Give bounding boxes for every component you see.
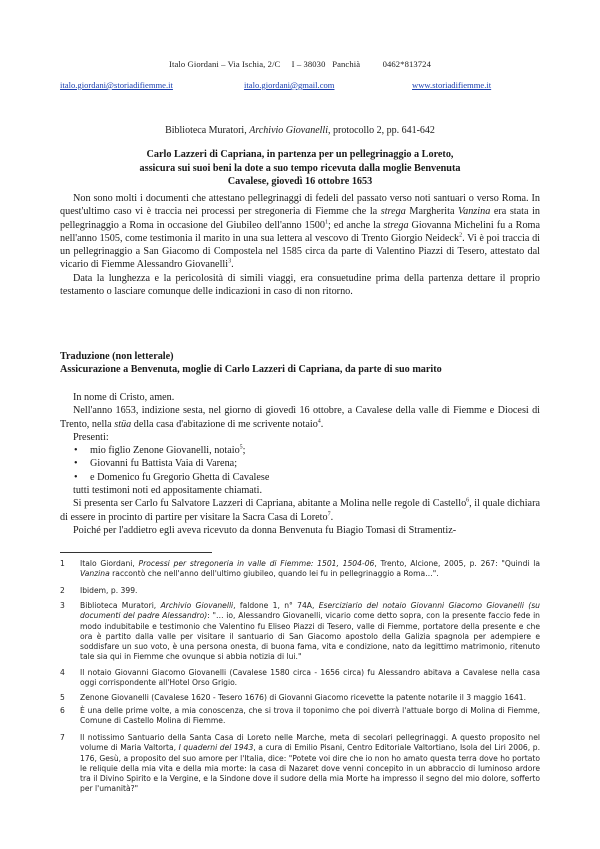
archive-reference: Biblioteca Muratori, Archivio Giovanelli, protocollo 2, pp. 641-642 [165, 125, 435, 136]
email-link-1[interactable]: italo.giordani@storiadifiemme.it [60, 80, 173, 90]
website-link[interactable]: www.storiadifiemme.it [412, 80, 492, 90]
witnesses-list [60, 444, 540, 484]
contact-links [0, 80, 600, 92]
dowry-paragraph: Poiché per l'addietro egli aveva ricevuto da donna Benvenuta fu Biagio Tomasi di Stramentiz- [73, 524, 457, 536]
footnote: 2 Ibidem, p. 399. [60, 586, 138, 595]
footnote: 4 Il notaio Giovanni Giacomo Giovanelli (Cavalese 1580 circa - 1656 circa) fu Alessandro abitava a Cavalese nella casa oggi corrispondente all'Hotel Orso Grigio. [60, 668, 540, 688]
translation-text [60, 391, 540, 537]
footnote: 3 Biblioteca Muratori, Archivio Giovanelli, faldone 1, n° 74A, Eserciziario del notaio Giovanni Giacomo Giovanelli (su documenti del padre Alessandro): "… io, Alessandro Giovanelli, vicario come detto sopra, con la presente faccio fede in modo indubitabile e testimonio che Valentino fu Eliseo Piazzi di Tesero, valle di Fiemme, portatore della presente e che ora è partito dalla valle per visitare il santuario di San Giacomo apostolo della Galizia spagnola per adempiere e soddisfare un suo voto, è una persona onesta, di buona fama, vita e condizione, nato da legittimo matrimonio, ritenuto tale sia qui in Fiemme che ovunque si abbia notizia di lui." [60, 601, 540, 662]
witness-item: • mio figlio Zenone Giovanelli, notaio$^5$; [60, 444, 540, 457]
witnesses-note: tutti testimoni noti ed appositamente chiamati. [73, 485, 262, 497]
declaration-paragraph: Si presenta ser Carlo fu Salvatore Lazzeri di Capriana, abitante a Molina nelle regole di Castello$^6$, il quale dichiara di essere in procinto di partire per visitare la Sacra Casa di Loreto$^7$. [60, 497, 540, 523]
witness-item: • e Domenico fu Gregorio Ghetta di Cavalese [60, 471, 540, 484]
title-line-2: assicura sui suoi beni la dote a suo tempo ricevuta dalla moglie Benvenuta [139, 162, 461, 174]
intro-text [60, 192, 540, 298]
date-place-paragraph: Nell'anno 1653, indizione sesta, nel giorno di giovedì 16 ottobre, a Cavalese della valle di Fiemme e Diocesi di Trento, nella stüa della casa d'abitazione di me scrivente notaio$^4$. [60, 405, 540, 430]
footnote: 7 Il notissimo Santuario della Santa Casa di Loreto nelle Marche, meta di secolari pellegrinaggi. A questo proposito nel volume di Maria Valtorta, I quaderni del 1943, a cura di Emilio Pisani, Centro Editoriale Valtortiano, Isola del Liri 2006, p. 176, Gesù, a proposito del suo amore per l'Italia, dice: "Potete voi dire che io non ho amato questa terra dove ho portato le reliquie della mia vita e della mia morte: la casa di Nazaret dove venni concepito in un abbraccio di luminoso ardore tra il Divino Spirito e la Vergine, e la Sindone dove il sudore della mia Morte ha impresso il segno del mio dolore, sofferto per l'umanità?" [60, 733, 540, 794]
invocation: In nome di Cristo, amen. [73, 392, 175, 403]
footnote: 6 È una delle prime volte, a mia conoscenza, che si trova il toponimo che poi diverrà l'attuale borgo di Molina di Fiemme, Comune di Castello Molina di Fiemme. [60, 706, 540, 726]
document-title [0, 148, 600, 189]
title-line-3: Cavalese, giovedì 16 ottobre 1653 [227, 176, 373, 188]
translation-heading: Traduzione (non letterale) [60, 351, 174, 362]
footnote-divider [60, 552, 212, 553]
footnote: 5 Zenone Giovanelli (Cavalese 1620 - Tesero 1676) di Giovanni Giacomo ricevette la patente notarile il 3 maggio 1641. [60, 693, 527, 702]
email-link-2[interactable]: italo.giordani@gmail.com [244, 80, 335, 90]
witnesses-label: Presenti: [73, 431, 109, 443]
author-address: Italo Giordani – Via Ischia, 2/C I – 38030 Panchià 0462*813724 [169, 59, 431, 69]
intro-paragraph-2: Data la lunghezza e la pericolosità di simili viaggi, era consuetudine prima della partenza dettare il proprio testamento o lasciare comunque delle indicazioni in caso di non ritorno. [60, 272, 540, 298]
title-line-1: Carlo Lazzeri di Capriana, in partenza per un pellegrinaggio a Loreto, [146, 149, 454, 160]
translation-subheading: Assicurazione a Benvenuta, moglie di Carlo Lazzeri di Capriana, da parte di suo marito [60, 364, 442, 375]
witness-item: • Giovanni fu Battista Vaia di Varena; [60, 457, 540, 470]
intro-paragraph-1: Non sono molti i documenti che attestano pellegrinaggi di fedeli del passato verso noti santuari o verso Roma. In quest'ultimo caso vi è traccia nei processi per stregoneria di Fiemme che la strega Margherita Vanzina era stata in pellegrinaggio a Roma in occasione del Giubileo dell'anno 1500$^1$; ed anche la strega Giovanna Michelini fu a Roma nell'anno 1505, come testimonia il marito in una sua lettera al vescovo di Trento Giorgio Neideck$^2$. Vi è poi traccia di un pellegrinaggio a San Giacomo di Compostela nel 1585 circa da parte di Valentino Piazzi di Tesero, attestato dal vicario di Fiemme Alessandro Giovanelli$^3$. [60, 193, 540, 271]
footnote: 1 Italo Giordani, Processi per stregoneria in valle di Fiemme: 1501, 1504-06, Trento, Alcione, 2005, p. 267: "Quindi la Vanzina raccontò che nell'anno dell'ultimo giubileo, quando lei fu in pellegrinaggio a Roma…". [60, 559, 540, 579]
